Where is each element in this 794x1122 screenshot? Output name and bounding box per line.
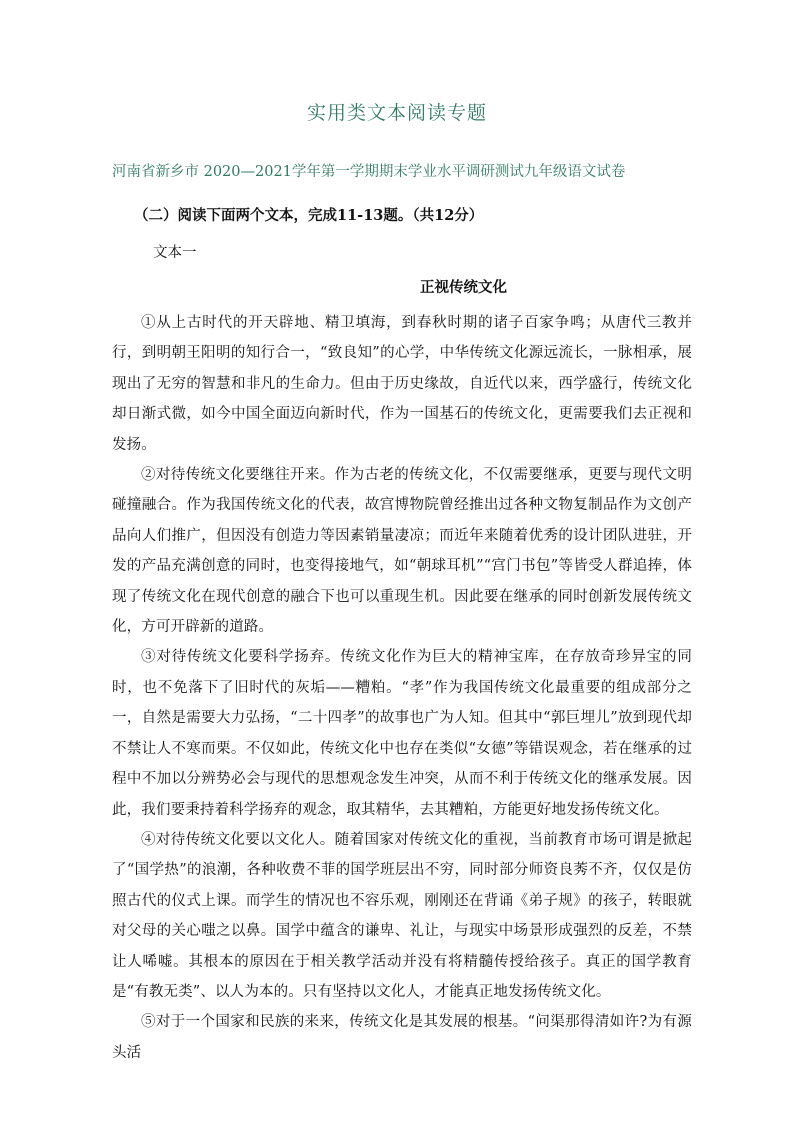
exam-source: 河南省新乡市 2020—2021学年第一学期期末学业水平调研测试九年级语文试卷: [112, 164, 626, 180]
paragraph-1: ①从上古时代的开天辟地、精卫填海，到春秋时期的诸子百家争鸣；从唐代三教并行，到明朝王阳明的知行合一，“致良知”的心学，中华传统文化源远流长，一脉相承，展现出了无穷的智慧和非凡的生命力。但由于历史缘故，自近代以来，西学盛行，传统文化却日渐式微，如今中国全面迈向新时代，作为一国基石的传统文化，更需要我们去正视和发扬。: [112, 315, 692, 453]
paragraph-5: ⑤对于一个国家和民族的来来，传统文化是其发展的根基。“问渠那得清如许?为有源头活: [112, 1014, 692, 1061]
paragraph-4: ④对待传统文化要以文化人。随着国家对传统文化的重视，当前教育市场可谓是掀起了“国学热”的浪潮，各种收费不菲的国学班层出不穷，同时部分师资良莠不齐，仅仅是仿照古代的仪式上课。而学生的情况也不容乐观，刚刚还在背诵《弟子规》的孩子，转眼就对父母的关心嗤之以鼻。国学中蕴含的谦卑、礼让，与现实中场景形成强烈的反差，不禁让人唏嘘。其根本的原因在于相关教学活动并没有将精髓传授给孩子。真正的国学教育是“有教无类”、以人为本的。只有坚持以文化人，才能真正地发扬传统文化。: [112, 831, 692, 1000]
paragraph-3: ③对待传统文化要科学扬弃。传统文化作为巨大的精神宝库，在存放奇珍异宝的同时，也不免落下了旧时代的灰垢——糟粕。“孝”作为我国传统文化最重要的组成部分之一，自然是需要大力弘扬，“二十四孝”的故事也广为人知。但其中“郭巨埋儿”放到现代却不禁让人不寒而栗。不仅如此，传统文化中也存在类似“女德”等错误观念，若在继承的过程中不加以分辨势必会与现代的思想观念发生冲突，从而不利于传统文化的继承发展。因此，我们要秉持着科学扬弃的观念，取其精华，去其糟粕，方能更好地发扬传统文化。: [112, 649, 692, 818]
paragraph-2: ②对待传统文化要继往开来。作为古老的传统文化，不仅需要继承，更要与现代文明碰撞融合。作为我国传统文化的代表，故宫博物院曾经推出过各种文物复制品作为文创产品向人们推广，但因没有创造力等因素销量凄凉；而近年来随着优秀的设计团队进驻，开发的产品充满创意的同时，也变得接地气，如“朝球耳机”“宫门书包”等皆受人群追捧，体现了传统文化在现代创意的融合下也可以重现生机。因此要在继承的同时创新发展传统文化，方可开辟新的道路。: [112, 467, 692, 636]
question-intro: （二）阅读下面两个文本，完成11-13题。（共12分）: [134, 207, 484, 224]
article-title: 正视传统文化: [420, 279, 507, 296]
doc-title: 实用类文本阅读专题: [306, 102, 487, 124]
text-label: 文本一: [153, 245, 197, 261]
article-body: [112, 308, 692, 1068]
